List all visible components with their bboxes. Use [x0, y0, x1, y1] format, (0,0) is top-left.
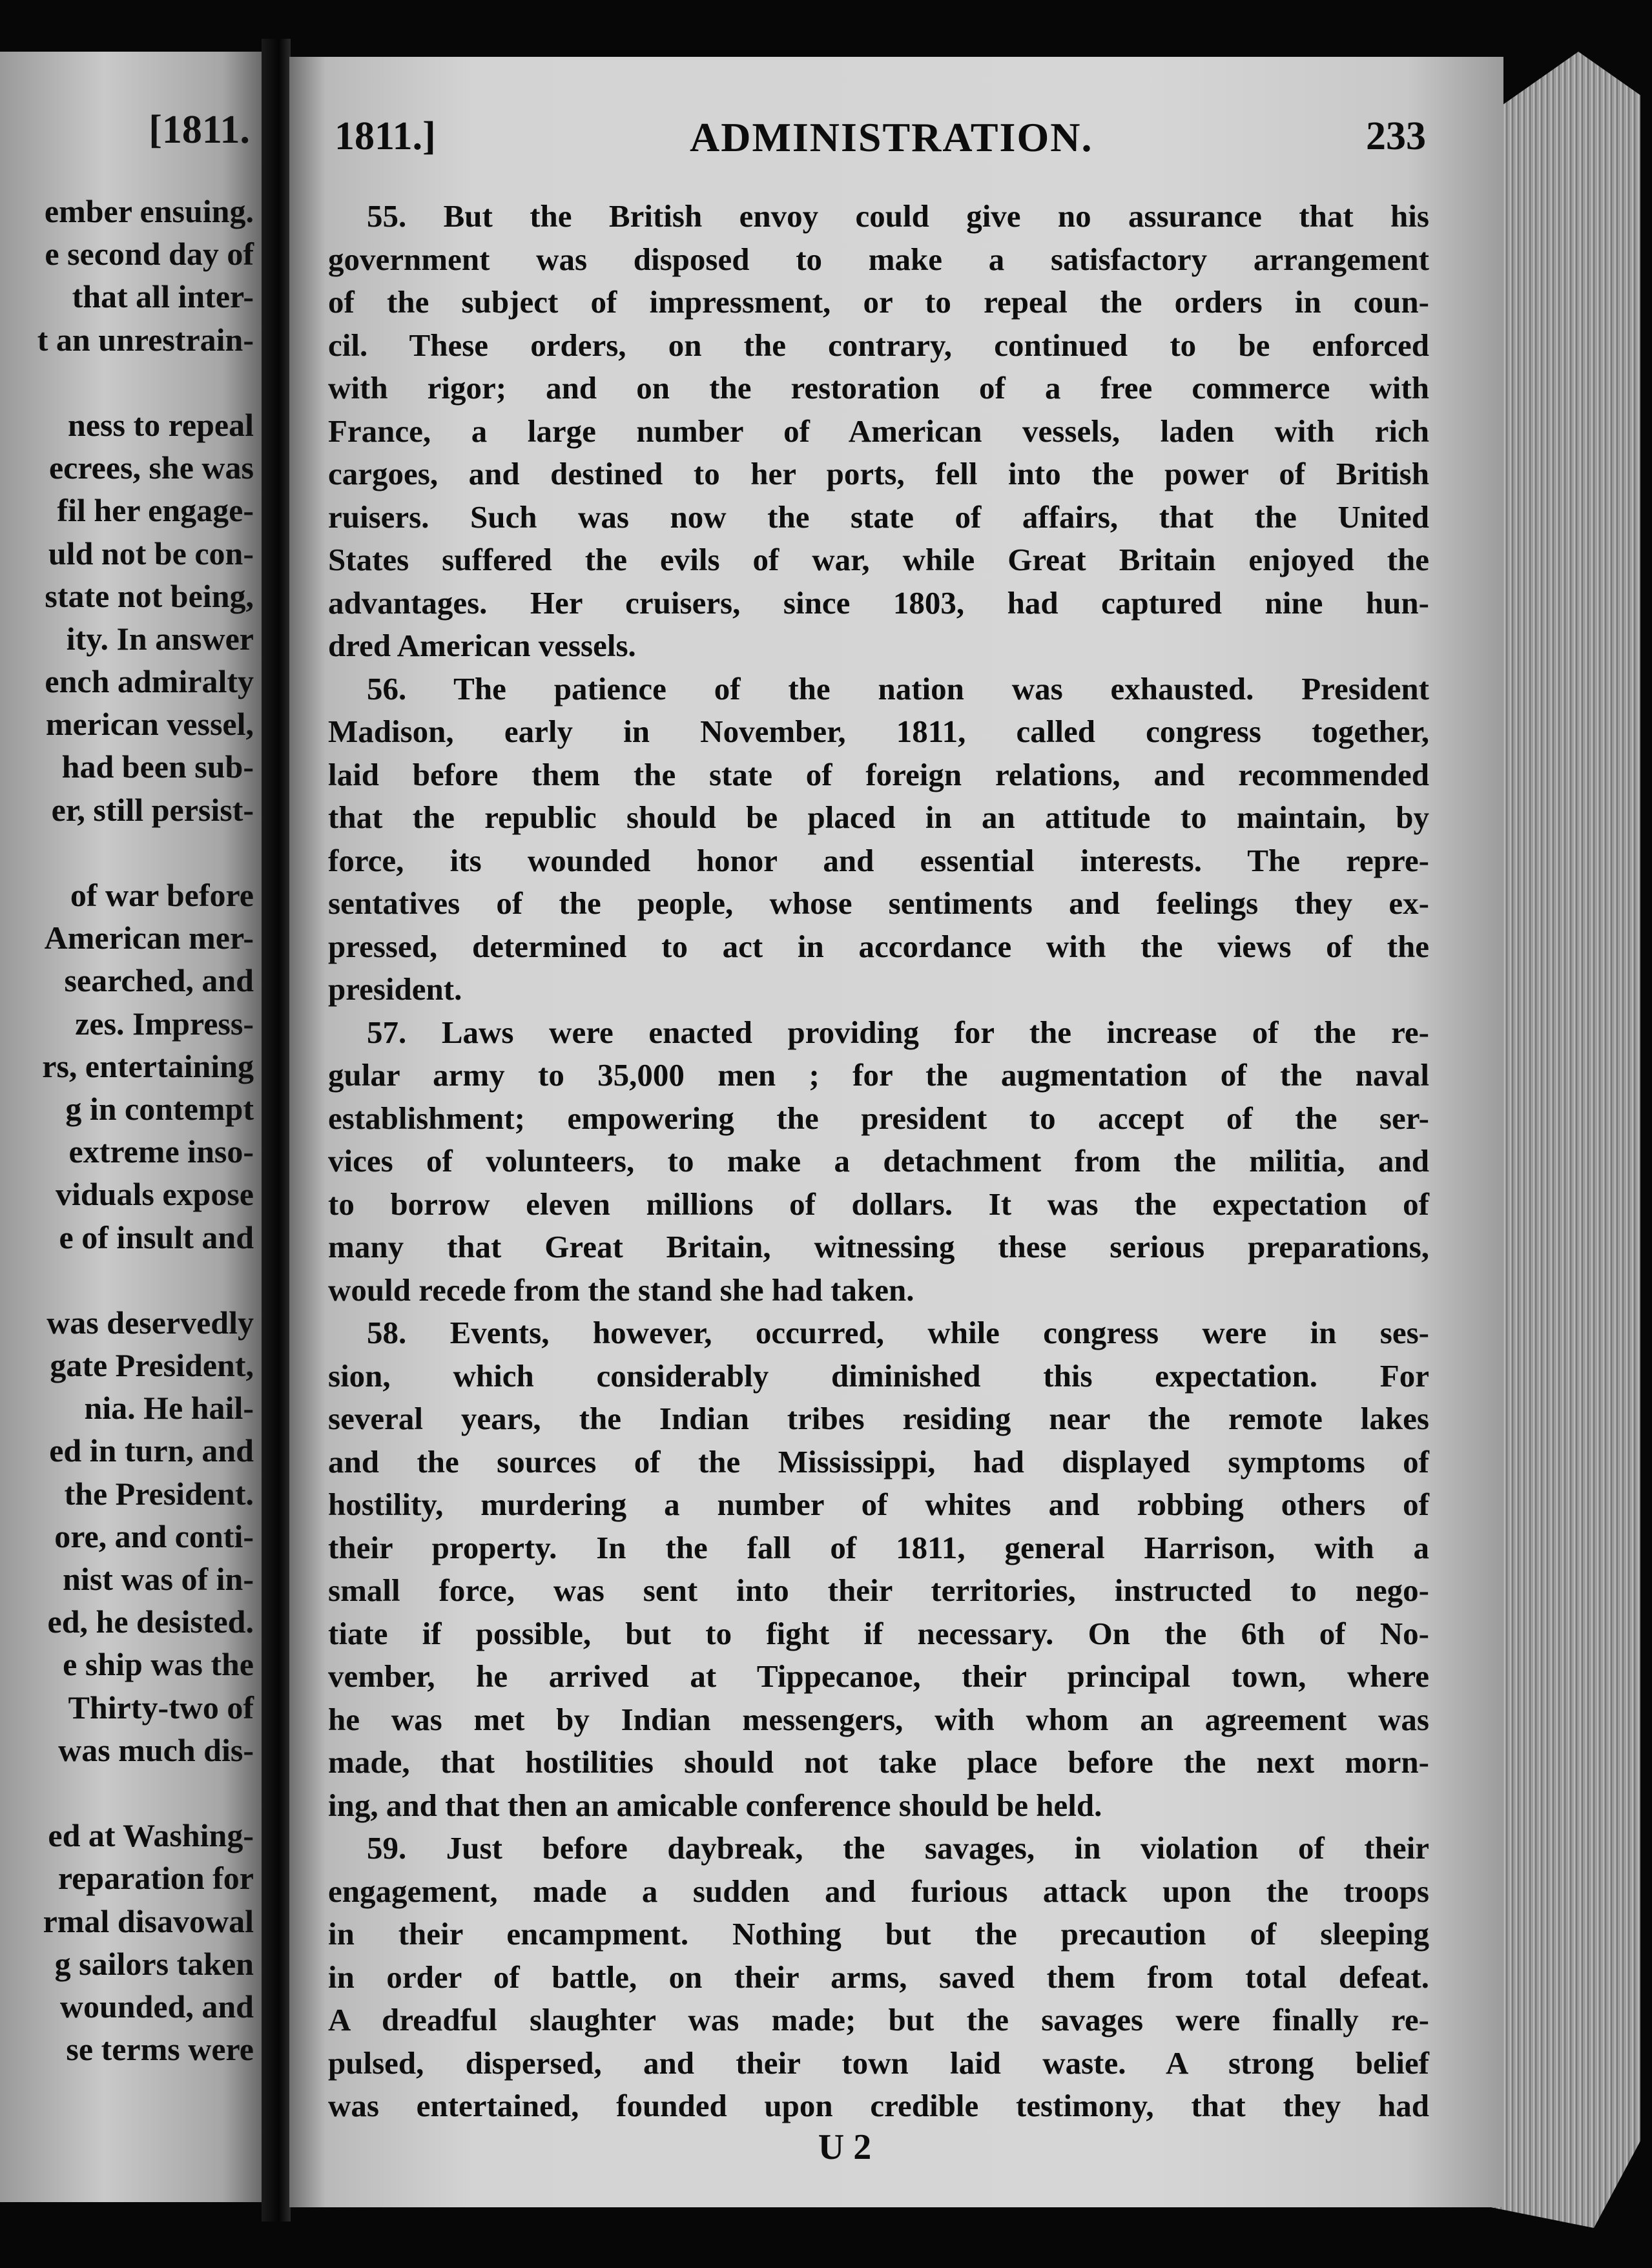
left-page-line: rs, entertaining	[42, 1047, 254, 1084]
left-page-line	[0, 361, 254, 404]
left-page-line	[0, 1771, 254, 1814]
left-page-line	[0, 831, 254, 874]
text-line: laid before them the state of foreign relations, and recommended	[328, 756, 1429, 792]
text-line: States suffered the evils of war, while Great Britain enjoyed the	[328, 542, 1429, 577]
left-page-line: reparation for	[57, 1860, 254, 1897]
text-line: and the sources of the Mississippi, had displayed symptoms of	[328, 1443, 1429, 1479]
text-line: 59. Just before daybreak, the savages, in violation of their	[367, 1830, 1429, 1866]
left-page-line: g in contempt	[65, 1090, 254, 1127]
text-line: engagement, made a sudden and furious attack upon the troops	[328, 1873, 1429, 1909]
text-line: 55. But the British envoy could give no assurance that his	[367, 198, 1429, 234]
left-page-line	[0, 1259, 254, 1301]
header-title: ADMINISTRATION.	[690, 114, 1093, 160]
running-header	[328, 114, 1426, 172]
left-page-line: ed at Washing-	[48, 1817, 254, 1854]
text-line: hostility, murdering a number of whites and robbing others of	[328, 1487, 1429, 1522]
text-line: made, that hostilities should not take place before the next morn-	[328, 1744, 1429, 1780]
text-line: that the republic should be placed in an attitude to maintain, by	[328, 799, 1429, 835]
text-line: vices of volunteers, to make a detachment from the militia, and	[328, 1143, 1429, 1179]
left-page-line: fil her engage-	[57, 492, 254, 529]
text-line: cil. These orders, on the contrary, continued to be enforced	[328, 327, 1429, 363]
text-line: pressed, determined to act in accordance with the views of the	[328, 928, 1429, 964]
left-page-line: nist was of in-	[63, 1561, 254, 1597]
left-page-line: American mer-	[44, 920, 254, 956]
text-line: vember, he arrived at Tippecanoe, their principal town, where	[328, 1658, 1429, 1694]
text-line: pulsed, dispersed, and their town laid waste. A strong belief	[328, 2045, 1429, 2081]
left-page-line: ness to repeal	[68, 406, 254, 443]
text-line: several years, the Indian tribes residing near the remote lakes	[328, 1401, 1429, 1436]
signature-mark: U 2	[818, 2127, 872, 2167]
text-line: ing, and that then an amicable conference should be held.	[328, 1787, 1102, 1823]
left-page-header: [1811.	[149, 108, 250, 152]
text-line: president.	[328, 971, 462, 1007]
left-page-line: was deservedly	[46, 1304, 254, 1341]
left-page-line: er, still persist-	[51, 791, 254, 828]
text-line: sion, which considerably diminished this expectation. For	[328, 1357, 1429, 1394]
text-line: France, a large number of American vessels, laden with rich	[328, 413, 1429, 449]
left-page-line: e of insult and	[59, 1219, 254, 1255]
left-page-line: uld not be con-	[48, 535, 254, 572]
text-line: dred American vessels.	[328, 628, 636, 663]
text-line: many that Great Britain, witnessing these serious preparations,	[328, 1229, 1429, 1264]
left-page-line: searched, and	[64, 962, 254, 999]
left-page-line: ember ensuing.	[44, 193, 254, 229]
left-page-line: of war before	[70, 877, 254, 913]
left-page-line: rmal disavowal	[43, 1902, 254, 1939]
left-page-line: ecrees, she was	[48, 449, 254, 486]
text-line: Madison, early in November, 1811, called congress together,	[328, 714, 1429, 749]
left-page-line: wounded, and	[59, 1988, 254, 2025]
text-line: gular army to 35,000 men ; for the augmentation of the naval	[328, 1057, 1429, 1093]
left-page-line: ench admiralty	[45, 663, 254, 700]
left-page-line: nia. He hail-	[84, 1390, 254, 1427]
text-line: 58. Events, however, occurred, while congress were in ses-	[367, 1315, 1429, 1350]
text-line: 57. Laws were enacted providing for the increase of the re-	[367, 1014, 1429, 1050]
left-page-line: Thirty-two of	[68, 1689, 254, 1726]
text-line: establishment; empowering the president to accept of the ser-	[328, 1100, 1429, 1136]
left-page-line: ity. In answer	[66, 620, 254, 657]
text-line: was entertained, founded upon credible testimony, that they had	[328, 2088, 1429, 2123]
left-page-line: zes. Impress-	[75, 1005, 254, 1042]
left-page-line: g sailors taken	[54, 1945, 254, 1982]
text-line: advantages. Her cruisers, since 1803, had captured nine hun-	[328, 584, 1429, 621]
text-line: cargoes, and destined to her ports, fell into the power of British	[328, 456, 1429, 491]
left-page-line: ed, he desisted.	[47, 1603, 254, 1640]
book-gutter	[262, 39, 291, 2222]
text-line: force, its wounded honor and essential interests. The repre-	[328, 842, 1429, 878]
left-page-line: se terms were	[66, 2031, 254, 2068]
text-line: small force, was sent into their territories, instructed to nego-	[328, 1572, 1429, 1608]
text-line: in order of battle, on their arms, saved them from total defeat.	[328, 1959, 1429, 1995]
text-line: A dreadful slaughter was made; but the savages were finally re-	[328, 2002, 1429, 2037]
left-page-line: extreme inso-	[68, 1133, 254, 1170]
text-line: government was disposed to make a satisfactory arrangement	[328, 241, 1429, 277]
left-page-line: t an unrestrain-	[37, 321, 254, 358]
text-line: to borrow eleven millions of dollars. It was the expectation of	[328, 1186, 1429, 1222]
page-fore-edge	[1485, 52, 1640, 2228]
right-page	[289, 57, 1503, 2207]
left-page-line: had been sub-	[61, 748, 254, 785]
text-line: tiate if possible, but to fight if necessary. On the 6th of No-	[328, 1615, 1429, 1651]
text-line: sentatives of the people, whose sentiments and feelings they ex-	[328, 885, 1429, 921]
left-page-line: that all inter-	[72, 278, 254, 315]
left-page-line: ore, and conti-	[54, 1518, 254, 1554]
text-line: their property. In the fall of 1811, general Harrison, with a	[328, 1529, 1429, 1565]
left-page-line: the President.	[64, 1475, 254, 1512]
left-page-line: was much dis-	[58, 1731, 254, 1768]
left-page-line: gate President,	[50, 1347, 254, 1384]
left-page-line: state not being,	[45, 577, 254, 614]
page-number: 233	[1366, 114, 1426, 158]
text-line: would recede from the stand she had taken.	[328, 1272, 914, 1308]
left-page-line: merican vessel,	[45, 706, 254, 743]
header-year: 1811.]	[335, 114, 436, 158]
text-line: in their encampment. Nothing but the precaution of sleeping	[328, 1916, 1429, 1952]
text-line: 56. The patience of the nation was exhausted. President	[367, 670, 1429, 706]
left-page-line: e ship was the	[63, 1646, 254, 1683]
text-line: of the subject of impressment, or to repeal the orders in coun-	[328, 284, 1429, 320]
left-page-line: viduals expose	[55, 1176, 254, 1213]
left-page-fragment	[0, 52, 262, 2202]
left-page-text	[0, 190, 254, 2070]
text-line: he was met by Indian messengers, with whom an agreement was	[328, 1701, 1429, 1737]
left-page-line: e second day of	[45, 236, 254, 273]
text-line: with rigor; and on the restoration of a free commerce with	[328, 370, 1429, 406]
left-page-line: ed in turn, and	[49, 1432, 254, 1469]
body-text	[328, 195, 1429, 2128]
text-line: ruisers. Such was now the state of affairs, that the United	[328, 499, 1429, 535]
